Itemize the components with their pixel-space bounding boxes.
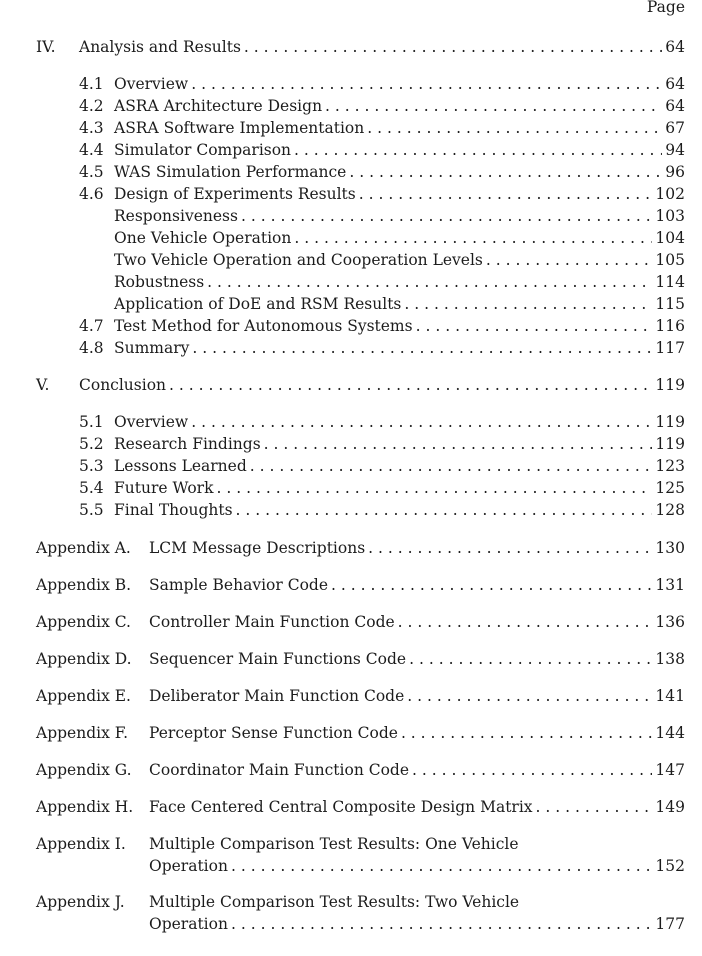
dot-leader: [359, 183, 653, 205]
entry-title: Sequencer Main Functions Code: [149, 650, 407, 668]
toc-entry-appendix-b[interactable]: [0, 574, 702, 596]
toc-entry-appendix-c[interactable]: [0, 611, 702, 633]
toc-entry-4-7[interactable]: [0, 315, 702, 337]
entry-page: 119: [655, 376, 685, 394]
toc-entry-appendix-h[interactable]: [0, 796, 702, 818]
entry-number: Appendix J.: [36, 893, 125, 911]
entry-page: 94: [665, 141, 685, 159]
entry-page: 130: [655, 539, 685, 557]
toc-entry-appendix-d[interactable]: [0, 648, 702, 670]
entry-number: 5.4: [79, 479, 104, 497]
entry-number: 5.2: [79, 435, 104, 453]
entry-page: 114: [655, 273, 685, 291]
entry-title-continuation: Operation: [149, 915, 228, 933]
entry-number: 4.3: [79, 119, 104, 137]
entry-page: 131: [655, 576, 685, 594]
entry-title: Future Work: [114, 479, 214, 497]
entry-number: Appendix B.: [36, 576, 132, 594]
entry-number: 5.1: [79, 413, 104, 431]
dot-leader: [231, 855, 652, 877]
entry-page: 128: [655, 501, 685, 519]
toc-entry-responsiveness[interactable]: [0, 205, 702, 227]
entry-title: ASRA Software Implementation: [114, 119, 365, 137]
entry-page: 138: [655, 650, 685, 668]
dot-leader: [407, 685, 652, 707]
entry-number: IV.: [36, 38, 56, 56]
dot-leader: [349, 161, 662, 183]
entry-title: Design of Experiments Results: [114, 185, 356, 203]
entry-number: 4.7: [79, 317, 104, 335]
entry-number: Appendix A.: [36, 539, 131, 557]
entry-number: Appendix C.: [36, 613, 131, 631]
toc-entry-chapter-4[interactable]: [0, 36, 702, 58]
toc-entry-4-6[interactable]: [0, 183, 702, 205]
entry-title: Multiple Comparison Test Results: One Vehicle: [149, 835, 519, 853]
toc-entry-doe-rsm[interactable]: [0, 293, 702, 315]
toc-entry-appendix-a[interactable]: [0, 537, 702, 559]
entry-number: 5.5: [79, 501, 104, 519]
page-column-header: Page: [646, 0, 685, 16]
dot-leader: [367, 117, 662, 139]
entry-title: ASRA Architecture Design: [114, 97, 323, 115]
entry-number: 4.5: [79, 163, 104, 181]
entry-number: V.: [36, 376, 50, 394]
entry-page: 119: [655, 413, 685, 431]
dot-leader: [241, 205, 652, 227]
entry-page: 104: [655, 229, 685, 247]
entry-title: Controller Main Function Code: [149, 613, 395, 631]
toc-entry-appendix-j-cont[interactable]: [0, 913, 702, 935]
entry-page: 64: [665, 75, 685, 93]
dot-leader: [191, 73, 662, 95]
entry-title: Face Centered Central Composite Design Matrix: [149, 798, 533, 816]
dot-leader: [486, 249, 653, 271]
dot-leader: [409, 648, 652, 670]
dot-leader: [401, 722, 652, 744]
entry-title-continuation: Operation: [149, 857, 228, 875]
entry-page: 67: [665, 119, 685, 137]
entry-title: Lessons Learned: [114, 457, 247, 475]
toc-entry-one-vehicle[interactable]: [0, 227, 702, 249]
toc-entry-4-5[interactable]: [0, 161, 702, 183]
dot-leader: [416, 315, 653, 337]
dot-leader: [192, 337, 652, 359]
entry-page: 144: [655, 724, 685, 742]
entry-number: Appendix H.: [36, 798, 134, 816]
entry-page: 103: [655, 207, 685, 225]
entry-title: Overview: [114, 75, 189, 93]
entry-page: 177: [655, 915, 685, 933]
entry-page: 105: [655, 251, 685, 269]
entry-title: Final Thoughts: [114, 501, 233, 519]
entry-number: 4.8: [79, 339, 104, 357]
toc-entry-appendix-i-cont[interactable]: [0, 855, 702, 877]
entry-title: Coordinator Main Function Code: [149, 761, 410, 779]
dot-leader: [412, 759, 652, 781]
dot-leader: [404, 293, 652, 315]
entry-page: 64: [665, 38, 685, 56]
toc-entry-4-3[interactable]: [0, 117, 702, 139]
dot-leader: [236, 499, 653, 521]
entry-title: Robustness: [114, 273, 205, 291]
entry-page: 117: [655, 339, 685, 357]
toc-entry-4-1[interactable]: [0, 73, 702, 95]
toc-entry-appendix-g[interactable]: [0, 759, 702, 781]
entry-page: 152: [655, 857, 685, 875]
entry-page: 136: [655, 613, 685, 631]
dot-leader: [325, 95, 662, 117]
entry-page: 96: [665, 163, 685, 181]
entry-number: Appendix F.: [36, 724, 129, 742]
entry-page: 102: [655, 185, 685, 203]
entry-title: Deliberator Main Function Code: [149, 687, 405, 705]
entry-title: Research Findings: [114, 435, 261, 453]
toc-entry-4-4[interactable]: [0, 139, 702, 161]
toc-entry-two-vehicle[interactable]: [0, 249, 702, 271]
entry-title: Conclusion: [79, 376, 167, 394]
dot-leader: [231, 913, 652, 935]
entry-number: 4.2: [79, 97, 104, 115]
toc-entry-5-1[interactable]: [0, 411, 702, 433]
entry-number: Appendix D.: [36, 650, 132, 668]
toc-entry-5-2[interactable]: [0, 433, 702, 455]
entry-title: Overview: [114, 413, 189, 431]
toc-entry-appendix-i[interactable]: [0, 833, 702, 855]
entry-title: Perceptor Sense Function Code: [149, 724, 398, 742]
entry-page: 141: [655, 687, 685, 705]
dot-leader: [169, 374, 652, 396]
entry-title: Summary: [114, 339, 190, 357]
entry-number: 4.4: [79, 141, 104, 159]
entry-title: Responsiveness: [114, 207, 238, 225]
entry-number: Appendix I.: [36, 835, 126, 853]
dot-leader: [207, 271, 652, 293]
dot-leader: [368, 537, 652, 559]
toc-entry-robustness[interactable]: [0, 271, 702, 293]
entry-number: 5.3: [79, 457, 104, 475]
entry-number: Appendix G.: [36, 761, 132, 779]
entry-title: Test Method for Autonomous Systems: [114, 317, 413, 335]
entry-title: Multiple Comparison Test Results: Two Vehicle: [149, 893, 520, 911]
dot-leader: [536, 796, 653, 818]
entry-page: 149: [655, 798, 685, 816]
entry-page: 147: [655, 761, 685, 779]
toc-entry-4-8[interactable]: [0, 337, 702, 359]
toc-entry-appendix-e[interactable]: [0, 685, 702, 707]
entry-page: 119: [655, 435, 685, 453]
entry-number: Appendix E.: [36, 687, 131, 705]
dot-leader: [294, 227, 652, 249]
toc-entry-5-3[interactable]: [0, 455, 702, 477]
dot-leader: [294, 139, 662, 161]
entry-number: 4.1: [79, 75, 104, 93]
dot-leader: [331, 574, 652, 596]
dot-leader: [216, 477, 652, 499]
toc-entry-appendix-j[interactable]: [0, 891, 702, 913]
entry-page: 116: [655, 317, 685, 335]
dot-leader: [398, 611, 653, 633]
entry-title: Sample Behavior Code: [149, 576, 328, 594]
toc-entry-5-5[interactable]: [0, 499, 702, 521]
toc-entry-appendix-f[interactable]: [0, 722, 702, 744]
entry-page: 115: [655, 295, 685, 313]
entry-page: 125: [655, 479, 685, 497]
entry-title: One Vehicle Operation: [114, 229, 292, 247]
toc-entry-chapter-5[interactable]: [0, 374, 702, 396]
dot-leader: [264, 433, 653, 455]
entry-page: 64: [665, 97, 685, 115]
dot-leader: [191, 411, 652, 433]
entry-title: LCM Message Descriptions: [149, 539, 366, 557]
entry-number: 4.6: [79, 185, 104, 203]
entry-title: Simulator Comparison: [114, 141, 292, 159]
entry-title: Analysis and Results: [79, 38, 241, 56]
entry-title: Two Vehicle Operation and Cooperation Levels: [114, 251, 483, 269]
entry-title: Application of DoE and RSM Results: [114, 295, 402, 313]
dot-leader: [244, 36, 662, 58]
entry-title: WAS Simulation Performance: [114, 163, 347, 181]
dot-leader: [250, 455, 653, 477]
toc-entry-4-2[interactable]: [0, 95, 702, 117]
toc-entry-5-4[interactable]: [0, 477, 702, 499]
entry-page: 123: [655, 457, 685, 475]
